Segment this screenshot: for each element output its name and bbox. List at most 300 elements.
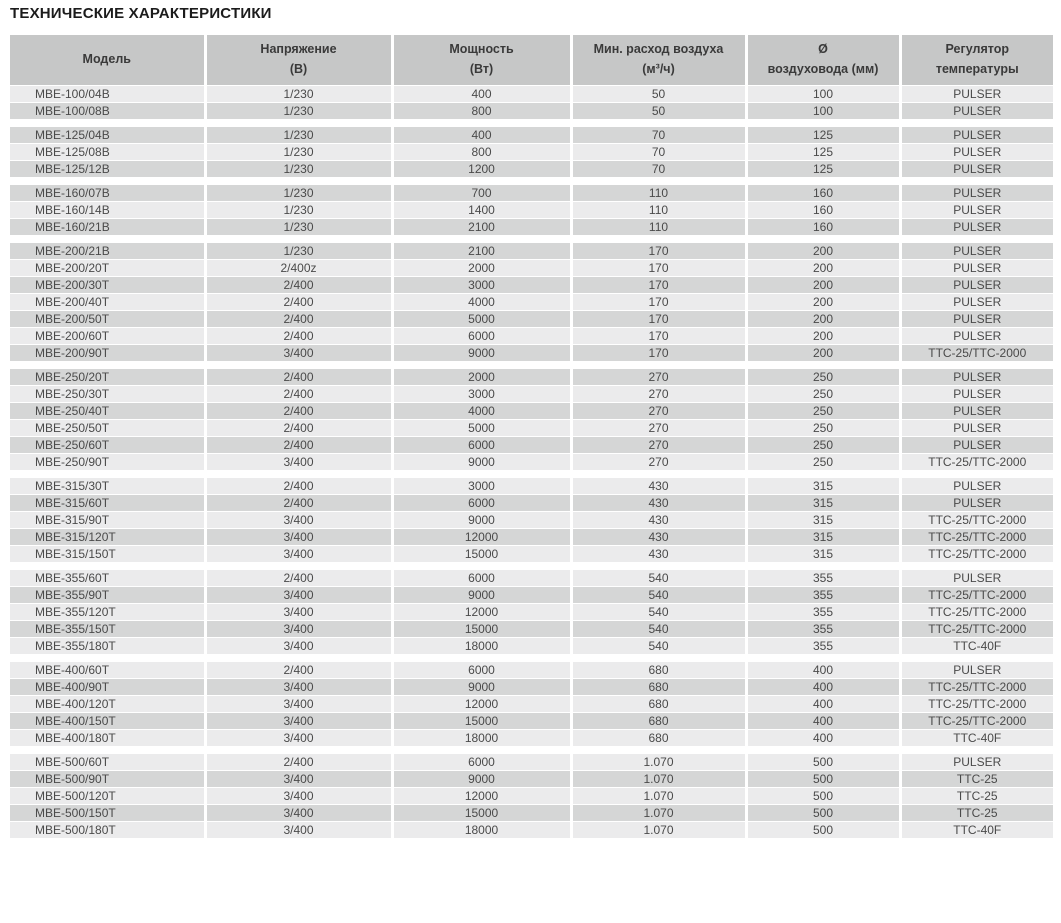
- table-row: [10, 545, 1053, 562]
- cell-regulator: TTC-25: [900, 787, 1053, 804]
- cell-power: 6000: [392, 436, 571, 453]
- cell-power: 800: [392, 102, 571, 119]
- column-header-line2: воздуховода (мм): [767, 61, 879, 76]
- cell-power: 6000: [392, 327, 571, 344]
- cell-diameter: 315: [746, 494, 900, 511]
- cell-voltage: 2/400: [205, 293, 392, 310]
- table-row: [10, 102, 1053, 119]
- cell-voltage: 2/400: [205, 436, 392, 453]
- column-header-power: [392, 35, 571, 85]
- cell-regulator: PULSER: [900, 477, 1053, 494]
- cell-diameter: 160: [746, 184, 900, 201]
- table-row: [10, 661, 1053, 678]
- cell-regulator: PULSER: [900, 327, 1053, 344]
- cell-power: 15000: [392, 545, 571, 562]
- cell-regulator: PULSER: [900, 419, 1053, 436]
- cell-airflow: 430: [571, 545, 746, 562]
- cell-power: 700: [392, 184, 571, 201]
- cell-power: 6000: [392, 494, 571, 511]
- cell-voltage: 2/400: [205, 569, 392, 586]
- cell-airflow: 270: [571, 453, 746, 470]
- group-separator: [10, 119, 1053, 126]
- cell-model: MBE-160/21B: [10, 218, 205, 235]
- table-row: [10, 729, 1053, 746]
- cell-model: MBE-200/30T: [10, 276, 205, 293]
- cell-power: 2000: [392, 259, 571, 276]
- cell-airflow: 680: [571, 695, 746, 712]
- column-header-line2: (Вт): [469, 61, 494, 76]
- cell-regulator: TTC-40F: [900, 729, 1053, 746]
- cell-model: MBE-200/21B: [10, 242, 205, 259]
- table-row: [10, 787, 1053, 804]
- cell-diameter: 400: [746, 695, 900, 712]
- cell-airflow: 270: [571, 402, 746, 419]
- cell-diameter: 355: [746, 586, 900, 603]
- cell-voltage: 3/400: [205, 344, 392, 361]
- cell-model: MBE-250/20T: [10, 368, 205, 385]
- cell-voltage: 3/400: [205, 453, 392, 470]
- cell-diameter: 355: [746, 603, 900, 620]
- cell-model: MBE-500/180T: [10, 821, 205, 838]
- table-row: [10, 603, 1053, 620]
- cell-voltage: 3/400: [205, 821, 392, 838]
- column-header-regulator: [900, 35, 1053, 85]
- table-row: [10, 310, 1053, 327]
- cell-voltage: 3/400: [205, 528, 392, 545]
- group-separator-cell: [10, 562, 1053, 569]
- cell-voltage: 2/400: [205, 661, 392, 678]
- group-separator-cell: [10, 361, 1053, 368]
- table-row: [10, 385, 1053, 402]
- cell-regulator: TTC-40F: [900, 821, 1053, 838]
- cell-diameter: 160: [746, 201, 900, 218]
- cell-diameter: 200: [746, 259, 900, 276]
- cell-regulator: TTC-25/TTC-2000: [900, 712, 1053, 729]
- cell-power: 18000: [392, 821, 571, 838]
- cell-voltage: 3/400: [205, 545, 392, 562]
- cell-voltage: 3/400: [205, 804, 392, 821]
- cell-diameter: 250: [746, 385, 900, 402]
- cell-voltage: 3/400: [205, 695, 392, 712]
- cell-model: MBE-200/40T: [10, 293, 205, 310]
- cell-voltage: 1/230: [205, 143, 392, 160]
- cell-diameter: 355: [746, 637, 900, 654]
- cell-airflow: 270: [571, 419, 746, 436]
- column-header-line1: Модель: [82, 52, 131, 67]
- cell-power: 12000: [392, 787, 571, 804]
- cell-model: MBE-250/50T: [10, 419, 205, 436]
- cell-regulator: TTC-25/TTC-2000: [900, 344, 1053, 361]
- table-row: [10, 528, 1053, 545]
- table-row: [10, 218, 1053, 235]
- cell-regulator: TTC-40F: [900, 637, 1053, 654]
- cell-diameter: 315: [746, 545, 900, 562]
- cell-model: MBE-250/60T: [10, 436, 205, 453]
- cell-power: 400: [392, 126, 571, 143]
- table-row: [10, 678, 1053, 695]
- table-row: [10, 821, 1053, 838]
- cell-airflow: 270: [571, 436, 746, 453]
- column-header-line2: (м³/ч): [642, 61, 675, 76]
- cell-diameter: 250: [746, 453, 900, 470]
- cell-model: MBE-400/120T: [10, 695, 205, 712]
- table-row: [10, 327, 1053, 344]
- table-row: [10, 637, 1053, 654]
- cell-voltage: 2/400: [205, 494, 392, 511]
- group-separator: [10, 562, 1053, 569]
- cell-model: MBE-315/150T: [10, 545, 205, 562]
- cell-model: MBE-315/120T: [10, 528, 205, 545]
- cell-diameter: 200: [746, 293, 900, 310]
- table-header: [10, 35, 1053, 85]
- cell-diameter: 400: [746, 712, 900, 729]
- cell-model: MBE-160/07B: [10, 184, 205, 201]
- cell-model: MBE-100/04B: [10, 85, 205, 102]
- group-separator-cell: [10, 235, 1053, 242]
- cell-regulator: TTC-25/TTC-2000: [900, 511, 1053, 528]
- cell-voltage: 3/400: [205, 770, 392, 787]
- table-row: [10, 143, 1053, 160]
- cell-power: 18000: [392, 729, 571, 746]
- cell-voltage: 3/400: [205, 586, 392, 603]
- table-row: [10, 770, 1053, 787]
- cell-airflow: 1.070: [571, 821, 746, 838]
- cell-voltage: 3/400: [205, 620, 392, 637]
- cell-power: 5000: [392, 310, 571, 327]
- cell-regulator: PULSER: [900, 160, 1053, 177]
- cell-voltage: 2/400z: [205, 259, 392, 276]
- cell-airflow: 540: [571, 620, 746, 637]
- column-header-line1: Регулятор: [945, 42, 1009, 57]
- cell-airflow: 170: [571, 344, 746, 361]
- table-row: [10, 620, 1053, 637]
- group-separator-cell: [10, 119, 1053, 126]
- cell-airflow: 270: [571, 385, 746, 402]
- cell-airflow: 170: [571, 310, 746, 327]
- cell-diameter: 500: [746, 787, 900, 804]
- column-header-line2: температуры: [935, 61, 1019, 76]
- cell-model: MBE-200/60T: [10, 327, 205, 344]
- cell-regulator: TTC-25/TTC-2000: [900, 586, 1053, 603]
- cell-airflow: 430: [571, 477, 746, 494]
- cell-regulator: PULSER: [900, 259, 1053, 276]
- cell-diameter: 160: [746, 218, 900, 235]
- table-header-row: [10, 35, 1053, 85]
- cell-regulator: PULSER: [900, 126, 1053, 143]
- table-row: [10, 160, 1053, 177]
- cell-voltage: 2/400: [205, 276, 392, 293]
- cell-diameter: 500: [746, 770, 900, 787]
- cell-airflow: 430: [571, 511, 746, 528]
- cell-model: MBE-500/60T: [10, 753, 205, 770]
- cell-model: MBE-355/90T: [10, 586, 205, 603]
- group-separator: [10, 470, 1053, 477]
- table-row: [10, 569, 1053, 586]
- cell-airflow: 540: [571, 603, 746, 620]
- cell-voltage: 1/230: [205, 184, 392, 201]
- table-row: [10, 436, 1053, 453]
- cell-model: MBE-355/120T: [10, 603, 205, 620]
- cell-model: MBE-500/120T: [10, 787, 205, 804]
- cell-diameter: 500: [746, 804, 900, 821]
- cell-voltage: 1/230: [205, 201, 392, 218]
- cell-diameter: 200: [746, 276, 900, 293]
- group-separator: [10, 654, 1053, 661]
- cell-voltage: 2/400: [205, 419, 392, 436]
- cell-airflow: 70: [571, 143, 746, 160]
- cell-voltage: 2/400: [205, 402, 392, 419]
- cell-model: MBE-200/90T: [10, 344, 205, 361]
- cell-diameter: 355: [746, 569, 900, 586]
- table-row: [10, 753, 1053, 770]
- column-header-line1: Напряжение: [260, 42, 337, 57]
- table-row: [10, 402, 1053, 419]
- table-row: [10, 695, 1053, 712]
- cell-regulator: PULSER: [900, 436, 1053, 453]
- cell-airflow: 70: [571, 160, 746, 177]
- cell-model: MBE-125/08B: [10, 143, 205, 160]
- cell-power: 9000: [392, 678, 571, 695]
- cell-regulator: TTC-25/TTC-2000: [900, 678, 1053, 695]
- cell-regulator: PULSER: [900, 218, 1053, 235]
- cell-model: MBE-400/90T: [10, 678, 205, 695]
- cell-diameter: 100: [746, 102, 900, 119]
- table-row: [10, 201, 1053, 218]
- cell-model: MBE-200/20T: [10, 259, 205, 276]
- cell-power: 9000: [392, 770, 571, 787]
- cell-diameter: 355: [746, 620, 900, 637]
- cell-diameter: 100: [746, 85, 900, 102]
- table-body: [10, 85, 1053, 838]
- cell-regulator: PULSER: [900, 310, 1053, 327]
- cell-voltage: 3/400: [205, 678, 392, 695]
- cell-model: MBE-125/12B: [10, 160, 205, 177]
- cell-diameter: 315: [746, 511, 900, 528]
- cell-airflow: 540: [571, 569, 746, 586]
- cell-airflow: 50: [571, 85, 746, 102]
- cell-regulator: PULSER: [900, 368, 1053, 385]
- cell-airflow: 540: [571, 586, 746, 603]
- cell-power: 1200: [392, 160, 571, 177]
- cell-regulator: TTC-25: [900, 804, 1053, 821]
- cell-voltage: 3/400: [205, 511, 392, 528]
- cell-airflow: 680: [571, 678, 746, 695]
- cell-regulator: PULSER: [900, 242, 1053, 259]
- cell-voltage: 2/400: [205, 310, 392, 327]
- column-header-line1: Мощность: [449, 42, 514, 57]
- table-row: [10, 804, 1053, 821]
- cell-diameter: 500: [746, 821, 900, 838]
- table-row: [10, 453, 1053, 470]
- cell-voltage: 2/400: [205, 368, 392, 385]
- cell-model: MBE-500/90T: [10, 770, 205, 787]
- cell-power: 15000: [392, 712, 571, 729]
- cell-regulator: PULSER: [900, 85, 1053, 102]
- cell-diameter: 125: [746, 126, 900, 143]
- cell-airflow: 680: [571, 729, 746, 746]
- cell-diameter: 250: [746, 419, 900, 436]
- group-separator: [10, 746, 1053, 753]
- column-header-voltage: [205, 35, 392, 85]
- cell-voltage: 1/230: [205, 102, 392, 119]
- cell-airflow: 70: [571, 126, 746, 143]
- cell-model: MBE-315/90T: [10, 511, 205, 528]
- cell-airflow: 110: [571, 184, 746, 201]
- cell-airflow: 170: [571, 327, 746, 344]
- cell-model: MBE-355/60T: [10, 569, 205, 586]
- cell-regulator: TTC-25/TTC-2000: [900, 695, 1053, 712]
- cell-regulator: PULSER: [900, 661, 1053, 678]
- cell-airflow: 430: [571, 528, 746, 545]
- cell-airflow: 1.070: [571, 770, 746, 787]
- cell-voltage: 2/400: [205, 327, 392, 344]
- cell-diameter: 250: [746, 402, 900, 419]
- cell-voltage: 2/400: [205, 385, 392, 402]
- table-row: [10, 259, 1053, 276]
- group-separator: [10, 235, 1053, 242]
- cell-power: 15000: [392, 620, 571, 637]
- cell-voltage: 2/400: [205, 753, 392, 770]
- cell-power: 2000: [392, 368, 571, 385]
- cell-power: 2100: [392, 218, 571, 235]
- cell-power: 3000: [392, 276, 571, 293]
- table-row: [10, 344, 1053, 361]
- cell-voltage: 1/230: [205, 218, 392, 235]
- cell-power: 2100: [392, 242, 571, 259]
- cell-model: MBE-355/180T: [10, 637, 205, 654]
- specifications-table: [10, 35, 1053, 838]
- cell-diameter: 125: [746, 143, 900, 160]
- cell-airflow: 430: [571, 494, 746, 511]
- table-row: [10, 126, 1053, 143]
- table-row: [10, 511, 1053, 528]
- cell-power: 3000: [392, 385, 571, 402]
- table-row: [10, 85, 1053, 102]
- cell-regulator: PULSER: [900, 143, 1053, 160]
- cell-airflow: 680: [571, 661, 746, 678]
- cell-voltage: 2/400: [205, 477, 392, 494]
- cell-regulator: PULSER: [900, 293, 1053, 310]
- group-separator-cell: [10, 177, 1053, 184]
- column-header-line2: (В): [289, 61, 308, 76]
- cell-model: MBE-200/50T: [10, 310, 205, 327]
- table-row: [10, 276, 1053, 293]
- group-separator-cell: [10, 470, 1053, 477]
- cell-regulator: PULSER: [900, 385, 1053, 402]
- cell-power: 12000: [392, 528, 571, 545]
- cell-power: 9000: [392, 453, 571, 470]
- cell-regulator: TTC-25: [900, 770, 1053, 787]
- table-row: [10, 586, 1053, 603]
- cell-airflow: 170: [571, 276, 746, 293]
- cell-power: 1400: [392, 201, 571, 218]
- column-header-model: [10, 35, 205, 85]
- cell-diameter: 200: [746, 327, 900, 344]
- cell-airflow: 1.070: [571, 804, 746, 821]
- column-header-diameter: [746, 35, 900, 85]
- group-separator-cell: [10, 654, 1053, 661]
- cell-airflow: 50: [571, 102, 746, 119]
- cell-regulator: PULSER: [900, 494, 1053, 511]
- cell-power: 6000: [392, 661, 571, 678]
- table-row: [10, 477, 1053, 494]
- cell-model: MBE-315/60T: [10, 494, 205, 511]
- cell-model: MBE-400/150T: [10, 712, 205, 729]
- cell-diameter: 400: [746, 661, 900, 678]
- table-row: [10, 712, 1053, 729]
- cell-airflow: 170: [571, 259, 746, 276]
- page-title: ТЕХНИЧЕСКИЕ ХАРАКТЕРИСТИКИ: [10, 5, 272, 22]
- cell-airflow: 540: [571, 637, 746, 654]
- cell-voltage: 1/230: [205, 160, 392, 177]
- cell-model: MBE-250/90T: [10, 453, 205, 470]
- cell-airflow: 170: [571, 242, 746, 259]
- cell-model: MBE-125/04B: [10, 126, 205, 143]
- cell-diameter: 500: [746, 753, 900, 770]
- cell-airflow: 1.070: [571, 787, 746, 804]
- cell-model: MBE-355/150T: [10, 620, 205, 637]
- cell-regulator: PULSER: [900, 201, 1053, 218]
- cell-diameter: 315: [746, 528, 900, 545]
- cell-model: MBE-400/180T: [10, 729, 205, 746]
- cell-voltage: 3/400: [205, 637, 392, 654]
- table-row: [10, 419, 1053, 436]
- cell-voltage: 3/400: [205, 712, 392, 729]
- cell-diameter: 250: [746, 368, 900, 385]
- cell-model: MBE-250/40T: [10, 402, 205, 419]
- cell-regulator: PULSER: [900, 569, 1053, 586]
- cell-airflow: 110: [571, 218, 746, 235]
- cell-voltage: 1/230: [205, 242, 392, 259]
- cell-model: MBE-160/14B: [10, 201, 205, 218]
- cell-power: 18000: [392, 637, 571, 654]
- table-row: [10, 494, 1053, 511]
- cell-regulator: PULSER: [900, 402, 1053, 419]
- cell-power: 800: [392, 143, 571, 160]
- cell-power: 3000: [392, 477, 571, 494]
- cell-regulator: PULSER: [900, 184, 1053, 201]
- cell-power: 9000: [392, 586, 571, 603]
- group-separator: [10, 361, 1053, 368]
- cell-model: MBE-100/08B: [10, 102, 205, 119]
- cell-power: 9000: [392, 511, 571, 528]
- cell-model: MBE-500/150T: [10, 804, 205, 821]
- cell-airflow: 270: [571, 368, 746, 385]
- cell-voltage: 3/400: [205, 729, 392, 746]
- cell-voltage: 1/230: [205, 126, 392, 143]
- column-header-airflow: [571, 35, 746, 85]
- group-separator-cell: [10, 746, 1053, 753]
- column-header-line1: Ø: [818, 42, 828, 57]
- cell-regulator: TTC-25/TTC-2000: [900, 603, 1053, 620]
- cell-voltage: 3/400: [205, 787, 392, 804]
- cell-airflow: 1.070: [571, 753, 746, 770]
- cell-regulator: TTC-25/TTC-2000: [900, 528, 1053, 545]
- cell-voltage: 3/400: [205, 603, 392, 620]
- table-row: [10, 184, 1053, 201]
- cell-power: 12000: [392, 603, 571, 620]
- cell-airflow: 680: [571, 712, 746, 729]
- cell-regulator: TTC-25/TTC-2000: [900, 620, 1053, 637]
- cell-model: MBE-315/30T: [10, 477, 205, 494]
- cell-regulator: PULSER: [900, 276, 1053, 293]
- cell-power: 9000: [392, 344, 571, 361]
- cell-regulator: TTC-25/TTC-2000: [900, 545, 1053, 562]
- cell-power: 4000: [392, 402, 571, 419]
- cell-regulator: PULSER: [900, 102, 1053, 119]
- cell-power: 6000: [392, 569, 571, 586]
- cell-voltage: 1/230: [205, 85, 392, 102]
